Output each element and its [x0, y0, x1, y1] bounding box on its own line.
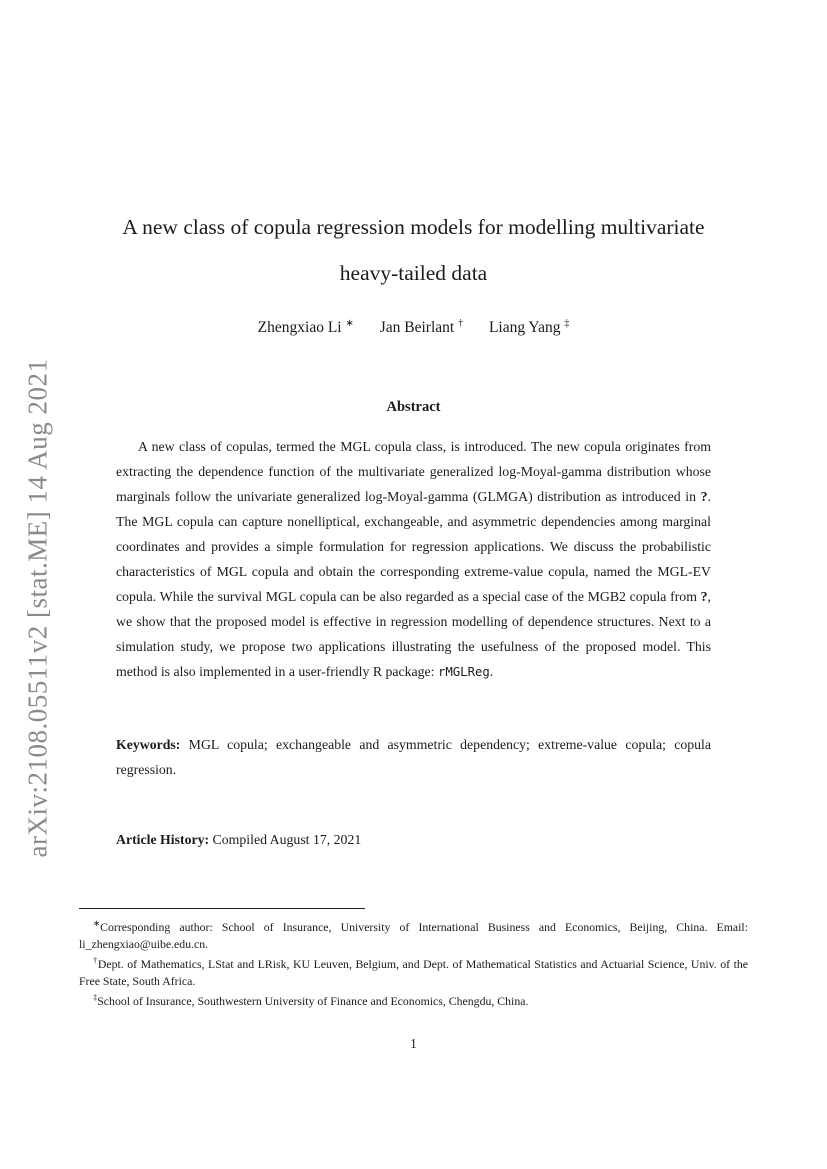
author-1-name: Zhengxiao Li — [257, 319, 342, 337]
abstract-segment-3: , we show that the proposed model is effective in regression modelling of dependence structures. Next to a simulation study, we propose two applications illustrating the usefulness of the proposed model. This method is also implemented in a user-friendly R package: — [116, 589, 711, 680]
footnote-2-text: Dept. of Mathematics, LStat and LRisk, KU Leuven, Belgium, and Dept. of Mathematical Statistics and Actuarial Science, Univ. of the Free State, South Africa. — [79, 957, 749, 988]
footnote-corresponding-author — [79, 915, 748, 952]
article-history-label: Article History: — [116, 832, 210, 848]
abstract-segment-1: A new class of copulas, termed the MGL copula class, is introduced. The new copula originates from extracting the dependence function of the multivariate generalized log-Moyal-gamma distribution whose marginals follow the univariate generalized log-Moyal-gamma (GLMGA) distribution as introduced in — [116, 439, 711, 505]
keywords-label: Keywords: — [116, 737, 181, 753]
paper-title-line-2: heavy-tailed data — [339, 261, 488, 285]
page-number: 1 — [410, 1036, 417, 1051]
footnote-3-text: School of Insurance, Southwestern University of Finance and Economics, Chengdu, China. — [97, 993, 529, 1008]
article-history-text: Compiled August 17, 2021 — [212, 832, 362, 848]
author-2 — [380, 319, 463, 336]
author-3 — [489, 319, 569, 336]
author-2-marker: † — [458, 318, 464, 329]
keywords-paragraph — [116, 732, 711, 782]
author-3-name: Liang Yang — [488, 319, 561, 337]
footnote-2-marker: † — [93, 955, 98, 966]
abstract-segment-2: . The MGL copula can capture nonelliptical, exchangeable, and asymmetric dependencies among marginal coordinates and provides a simple formulation for regression applications. We discuss the probabilistic characteristics of MGL copula and obtain the corresponding extreme-value copula, named the MGL-EV copula. While the survival MGL copula can be also regarded as a special case of the MGB2 copula from — [116, 489, 711, 605]
author-1-marker: ∗ — [345, 318, 354, 329]
arxiv-watermark: arXiv:2108.05511v2 [stat.ME] 14 Aug 2021 — [22, 358, 53, 858]
footnote-1-text: Corresponding author: School of Insurance, University of International Business and Economics, Beijing, China. Email: li_zhengxiao@uibe.edu.cn. — [79, 920, 748, 951]
footnote-affiliation-3 — [79, 989, 748, 1009]
footnote-1-marker: ∗ — [93, 918, 101, 929]
paper-title — [79, 204, 748, 296]
paper-title-line-1: A new class of copula regression models for modelling multivariate — [122, 215, 705, 239]
article-history-paragraph — [116, 827, 711, 852]
author-list — [79, 314, 748, 337]
author-3-marker: ‡ — [564, 318, 570, 329]
citation-placeholder-1: ? — [700, 489, 708, 505]
citation-placeholder-2: ? — [700, 589, 708, 605]
r-package-name: rMGLReg — [437, 665, 490, 680]
footnote-affiliation-2 — [79, 952, 748, 989]
footnotes-block — [79, 915, 748, 1009]
abstract-text — [116, 434, 711, 685]
author-2-name: Jan Beirlant — [379, 319, 455, 337]
footnote-3-marker: ‡ — [93, 992, 98, 1002]
author-1 — [258, 319, 354, 336]
footnote-rule — [79, 908, 365, 909]
keywords-text: MGL copula; exchangeable and asymmetric dependency; extreme-value copula; copula regression. — [116, 737, 711, 778]
abstract-segment-4: . — [489, 664, 494, 680]
abstract-heading: Abstract — [386, 399, 441, 416]
